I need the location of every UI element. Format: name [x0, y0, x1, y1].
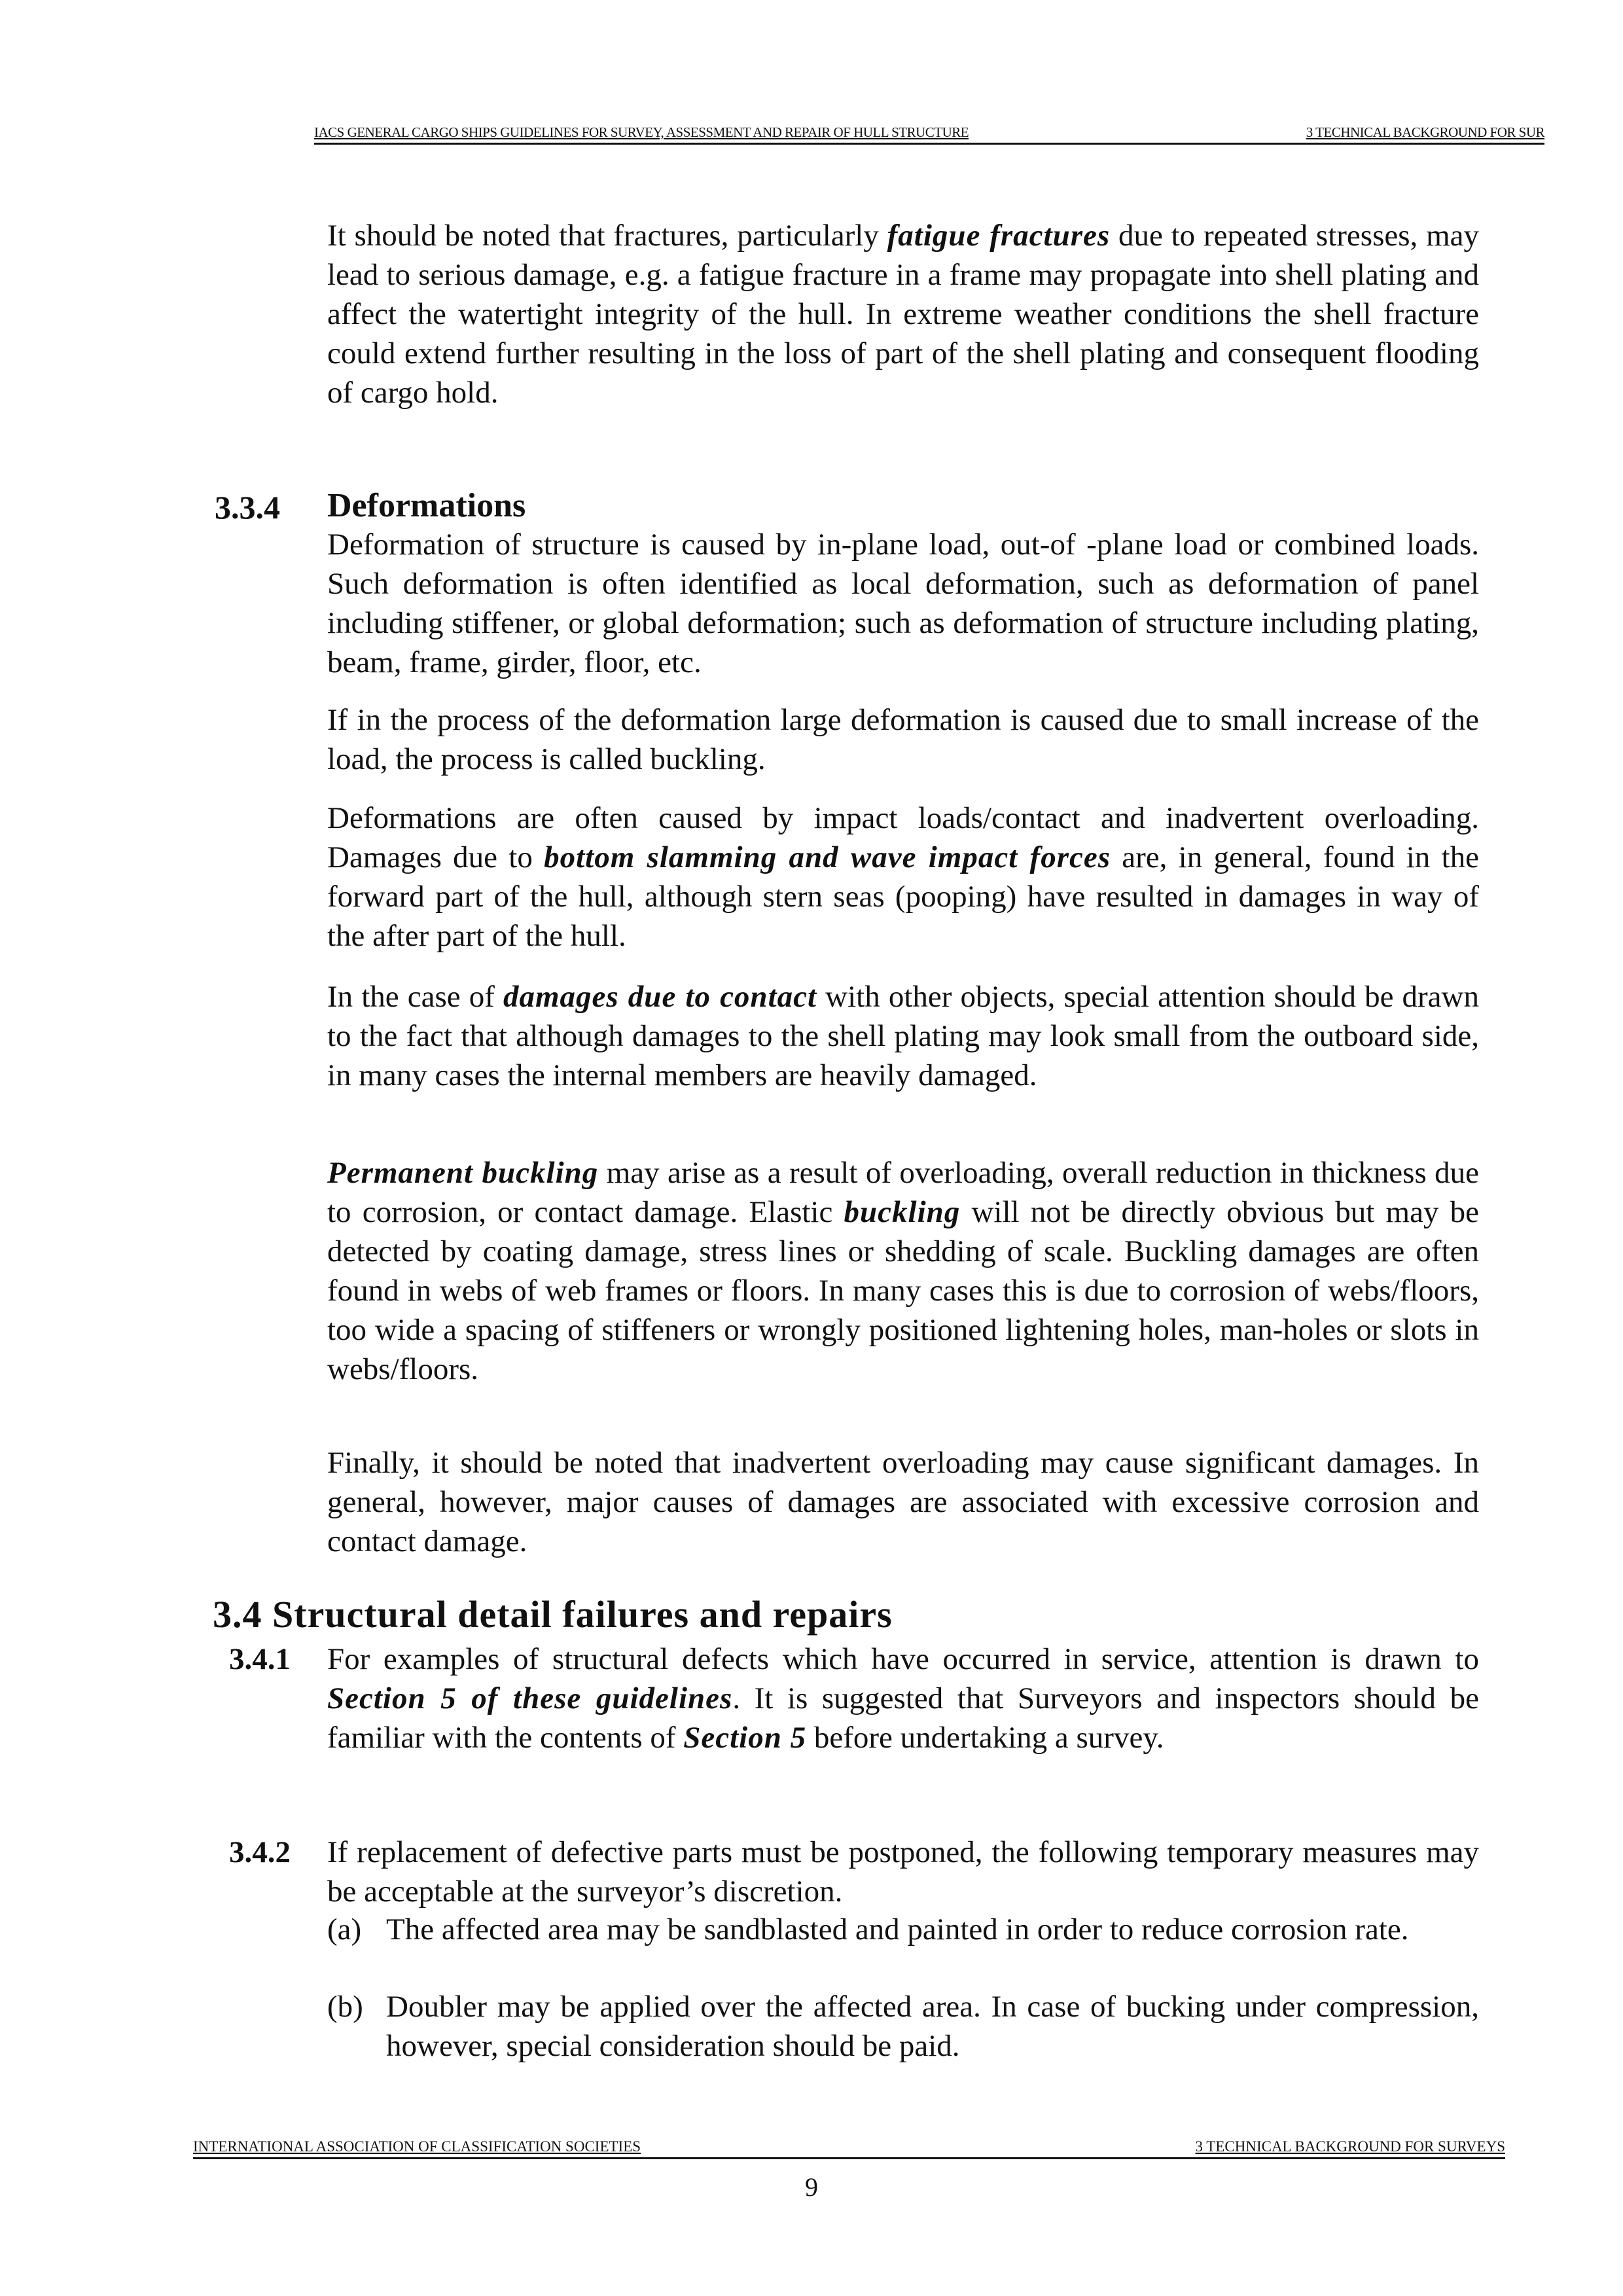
list-item-label-a: (a): [327, 1912, 362, 1946]
paragraph-text: . It is suggested that Surveyors and inspectors should be familiar with the contents of: [327, 1681, 1479, 1755]
paragraph-deformation-definition: Deformation of structure is caused by in-plane load, out-of -plane load or combined loads. Such deformation is often identified as local deformation, such as deformation of panel including stiffener, or global deformation; such as deformation of structure including plating, beam, frame, girder, floor, etc.: [327, 528, 1479, 679]
paragraph-text: are, in general, found in the forward part of the hull, although stern seas (pooping) have resulted in damages in way of the after part of the hull.: [327, 840, 1479, 953]
paragraph-fatigue-fractures: [327, 216, 1479, 412]
footer-section-title: 3 TECHNICAL BACKGROUND FOR SURVEYS: [1195, 2138, 1505, 2155]
section-heading-deformations: Deformations: [327, 487, 526, 524]
section-heading-3-4: 3.4 Structural detail failures and repairs: [213, 1593, 893, 1636]
running-header: [314, 117, 1544, 145]
paragraph-text: with other objects, special attention should be drawn to the fact that although damages to the shell plating may look small from the outboard side, in many cases the internal members are heavily damaged.: [327, 980, 1479, 1092]
paragraph-text: will not be directly obvious but may be detected by coating damage, stress lines or shedding of scale. Buckling damages are often found in webs of web frames or floors. In many cases this is due to corrosion of webs/floors, too wide a spacing of stiffeners or wrongly positioned lightening holes, man-holes or slots in webs/floors.: [327, 1195, 1479, 1386]
paragraph-permanent-buckling: [327, 1153, 1479, 1389]
paragraph-buckling-definition: If in the process of the deformation large deformation is caused due to small increase of the load, the process is called buckling.: [327, 703, 1479, 776]
reference-section-5-guidelines: Section 5 of these guidelines: [327, 1681, 733, 1715]
paragraph-3-4-2: If replacement of defective parts must be postponed, the following temporary measures may be acceptable at the surveyor’s discretion.: [327, 1835, 1479, 1909]
paragraph-text: In the case of: [327, 980, 503, 1014]
paragraph-contact-damage: [327, 977, 1479, 1095]
emphasis-fatigue-fractures: fatigue fractures: [887, 219, 1111, 253]
list-item-text-b: Doubler may be applied over the affected area. In case of bucking under compression, however, special consideration should be paid.: [386, 1990, 1479, 2063]
emphasis-damages-due-to-contact: damages due to contact: [503, 980, 817, 1014]
paragraph-text: may arise as a result of overloading, overall reduction in thickness due to corrosion, or contact damage. Elastic: [327, 1156, 1480, 1229]
header-document-title: IACS GENERAL CARGO SHIPS GUIDELINES FOR SURVEY, ASSESSMENT AND REPAIR OF HULL STRUCTURE: [314, 124, 969, 140]
paragraph-text: It should be noted that fractures, particularly: [327, 219, 887, 253]
paragraph-conclusion: Finally, it should be noted that inadvertent overloading may cause significant damages. In general, however, major causes of damages are associated with excessive corrosion and contact damage.: [327, 1446, 1479, 1558]
paragraph-impact-loads: [327, 798, 1479, 956]
emphasis-bottom-slamming: bottom slamming and wave impact forces: [544, 840, 1111, 874]
list-item-text-a: The affected area may be sandblasted and painted in order to reduce corrosion rate.: [386, 1912, 1409, 1946]
page-number: 9: [805, 2172, 818, 2202]
header-section-title: 3 TECHNICAL BACKGROUND FOR SUR: [1306, 124, 1544, 140]
emphasis-permanent-buckling: Permanent buckling: [327, 1156, 599, 1190]
section-number-3-3-4: 3.3.4: [215, 489, 280, 526]
running-footer: [193, 2134, 1505, 2159]
reference-section-5: Section 5: [683, 1721, 807, 1755]
paragraph-3-4-1: [327, 1640, 1479, 1757]
paragraph-text: For examples of structural defects which have occurred in service, attention is drawn to: [327, 1642, 1479, 1676]
footer-organization: INTERNATIONAL ASSOCIATION OF CLASSIFICATION SOCIETIES: [193, 2138, 641, 2155]
section-number-3-4-2: 3.4.2: [229, 1835, 291, 1869]
emphasis-buckling: buckling: [844, 1195, 961, 1229]
list-item-label-b: (b): [327, 1990, 363, 2024]
paragraph-text: Deformations are often caused by impact loads/contact and inadvertent overloading. Damages due to: [327, 801, 1479, 874]
paragraph-text: before undertaking a survey.: [806, 1721, 1164, 1755]
paragraph-text: due to repeated stresses, may lead to serious damage, e.g. a fatigue fracture in a frame may propagate into shell plating and affect the watertight integrity of the hull. In extreme weather conditions the shell fracture could extend further resulting in the loss of part of the shell plating and consequent flooding of cargo hold.: [327, 219, 1479, 410]
section-number-3-4-1: 3.4.1: [229, 1642, 291, 1676]
